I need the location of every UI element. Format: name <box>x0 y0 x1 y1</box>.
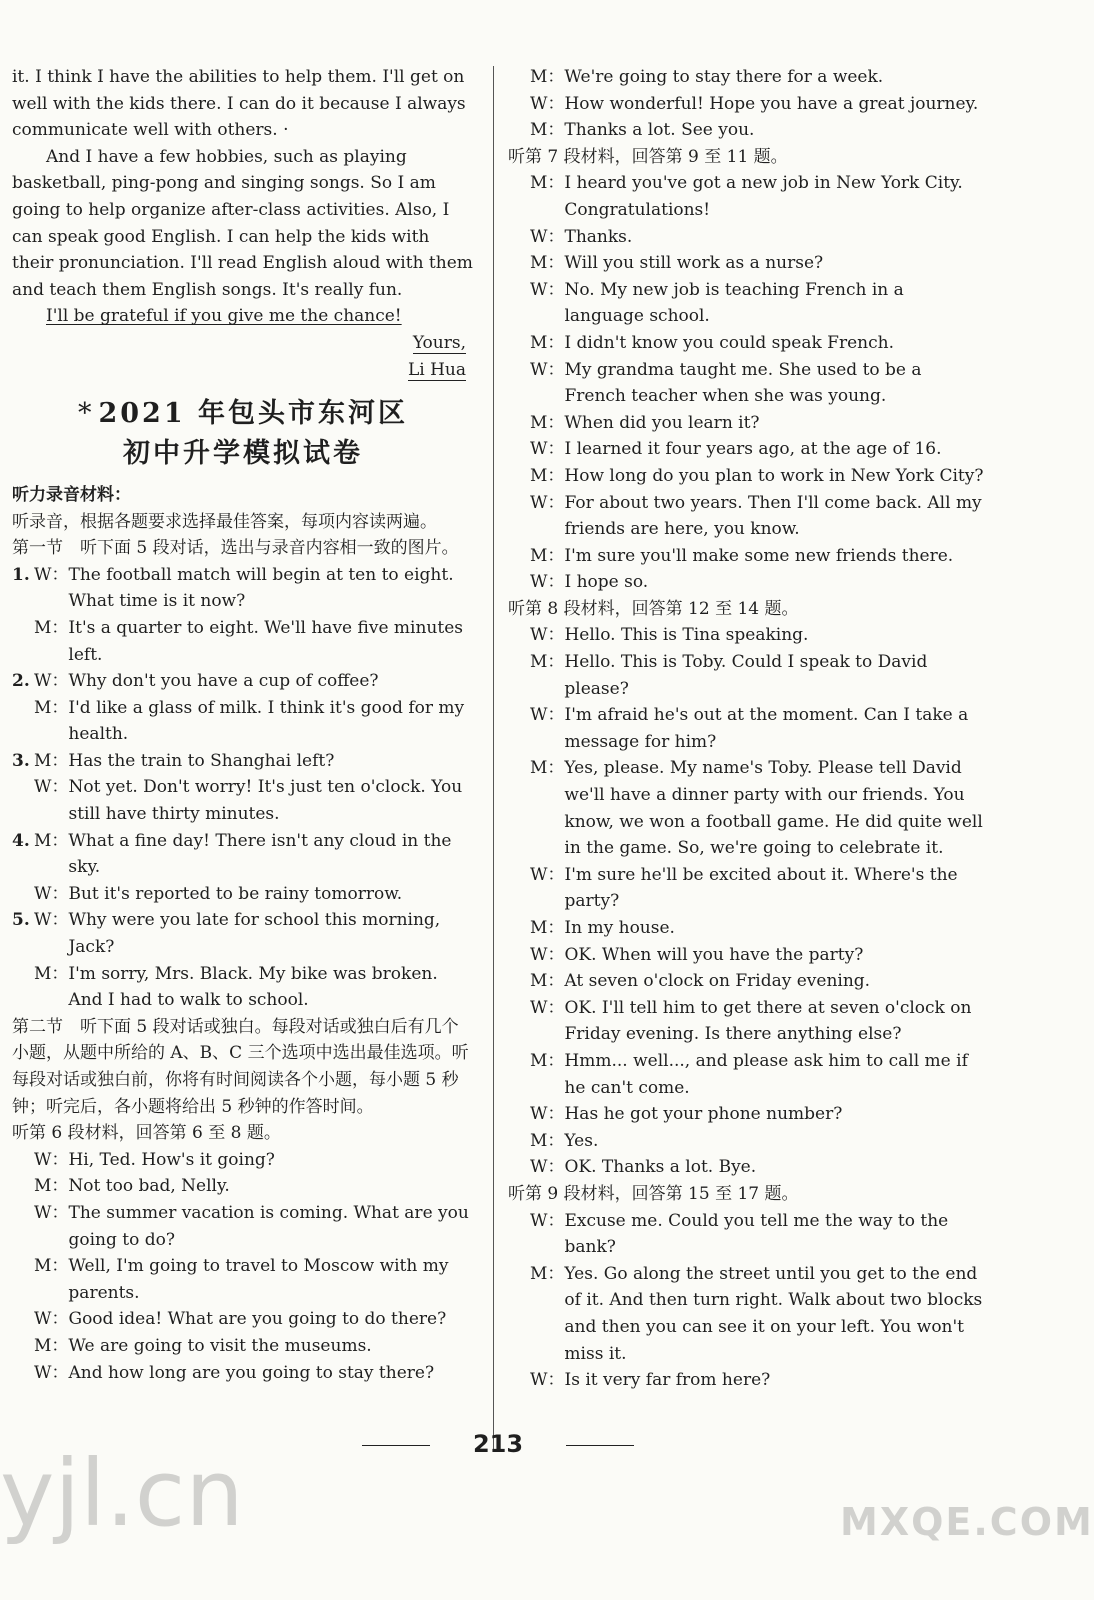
speaker-label: W： <box>530 279 565 300</box>
dialogue-line <box>530 1128 984 1155</box>
dialogue-text: I hope so. <box>564 572 649 593</box>
speaker-label: W： <box>34 883 69 904</box>
right-column <box>508 64 984 1394</box>
dialogue-text: Well, I'm going to travel to Moscow with my parents. <box>68 1256 449 1303</box>
column-divider <box>493 66 494 1451</box>
speaker-label: W： <box>34 671 69 692</box>
dialogue-text: Thanks a lot. See you. <box>564 120 755 141</box>
speaker-label: M： <box>530 971 565 992</box>
question-number: 4. <box>12 830 30 851</box>
speaker-label: W： <box>530 997 565 1018</box>
dialogue-line <box>530 702 984 755</box>
question-dialogue-line <box>12 774 474 827</box>
dialogue-line <box>34 1200 474 1253</box>
speaker-label: W： <box>530 705 565 726</box>
question-number: 2. <box>12 671 30 692</box>
dialogue-text: How long do you plan to work in New York City? <box>564 465 984 486</box>
speaker-label: W： <box>530 1157 565 1178</box>
passage7-heading: 听第 7 段材料，回答第 9 至 11 题。 <box>508 146 788 167</box>
dialogue-line <box>530 1208 984 1261</box>
dialogue-line <box>530 224 984 251</box>
question-dialogue-line <box>12 828 474 881</box>
speaker-label: W： <box>34 910 69 931</box>
dialogue-line <box>530 915 984 942</box>
question-dialogue-line <box>12 961 474 1014</box>
dialogue-line <box>34 1253 474 1306</box>
dialogue-text: I learned it four years ago, at the age of 16. <box>564 439 942 460</box>
passage6-dialogue-continued <box>508 64 984 144</box>
question-dialogue-line <box>12 881 474 908</box>
speaker-label: M： <box>34 1335 69 1356</box>
speaker-label: M： <box>34 830 69 851</box>
part1-dialogues <box>12 562 474 1014</box>
dialogue-text: I'm sorry, Mrs. Black. My bike was broken. And I had to walk to school. <box>68 963 438 1011</box>
dialogue-text: Thanks. <box>564 226 633 247</box>
speaker-label: M： <box>530 1130 565 1151</box>
question-dialogue-line <box>12 615 474 668</box>
dialogue-text: Excuse me. Could you tell me the way to the bank? <box>564 1210 949 1258</box>
left-column <box>12 64 474 1386</box>
dialogue-text: Hmm... well..., and please ask him to call me if he can't come. <box>564 1050 968 1098</box>
dialogue-text: My grandma taught me. She used to be a French teacher when she was young. <box>564 359 922 407</box>
dialogue-line <box>34 907 474 960</box>
dialogue-text: Yes. Go along the street until you get to the end of it. And then turn right. Walk about two blocks and then you can see it on your left. You won't miss it. <box>564 1263 983 1364</box>
dialogue-line <box>530 410 984 437</box>
speaker-label: M： <box>530 1050 565 1071</box>
dialogue-text: Not too bad, Nelly. <box>68 1176 230 1197</box>
speaker-label: M： <box>34 617 69 638</box>
dialogue-text: In my house. <box>564 918 675 938</box>
dialogue-text: Not yet. Don't worry! It's just ten o'clock. You still have thirty minutes. <box>68 777 463 825</box>
dialogue-line <box>530 490 984 543</box>
closing-line-text: I'll be grateful if you give me the chance! <box>46 306 402 327</box>
exam-title-line2: 初中升学模拟试卷 <box>123 437 363 469</box>
dialogue-text: Will you still work as a nurse? <box>564 253 824 274</box>
dialogue-line <box>34 1147 474 1174</box>
passage6-dialogue <box>12 1147 474 1386</box>
passage9-heading: 听第 9 段材料，回答第 15 至 17 题。 <box>508 1183 799 1204</box>
question-dialogue-line <box>12 668 474 695</box>
dialogue-line <box>530 543 984 570</box>
dialogue-line <box>530 622 984 649</box>
listening-instruction: 听录音，根据各题要求选择最佳答案，每项内容读两遍。 <box>12 511 437 532</box>
dialogue-text: When did you learn it? <box>564 412 760 433</box>
dialogue-line <box>530 569 984 596</box>
dialogue-text: Has he got your phone number? <box>564 1104 843 1125</box>
passage8-dialogue <box>508 622 984 1180</box>
dialogue-line <box>530 1367 984 1394</box>
speaker-label: W： <box>34 1362 69 1383</box>
watermark-left: yjl.cn <box>0 1440 244 1547</box>
dialogue-text: I heard you've got a new job in New York City. Congratulations! <box>564 173 963 220</box>
speaker-label: M： <box>34 697 69 718</box>
speaker-label: W： <box>530 226 565 247</box>
dialogue-text: I'm afraid he's out at the moment. Can I take a message for him? <box>564 705 969 752</box>
page-number: 213 <box>472 1430 524 1458</box>
dialogue-text: No. My new job is teaching French in a language school. <box>564 279 904 327</box>
speaker-label: M： <box>530 465 565 486</box>
speaker-label: M： <box>530 1263 565 1284</box>
speaker-label: W： <box>530 864 565 885</box>
dialogue-line <box>34 881 474 908</box>
dialogue-line <box>34 695 474 748</box>
speaker-label: W： <box>530 625 565 646</box>
speaker-label: M： <box>530 412 565 433</box>
speaker-label: W： <box>34 1202 69 1223</box>
dialogue-line <box>530 942 984 969</box>
speaker-label: W： <box>34 1309 69 1330</box>
dialogue-line <box>34 1306 474 1333</box>
star-icon: * <box>77 397 95 429</box>
dialogue-text: I'd like a glass of milk. I think it's good for my health. <box>68 697 465 745</box>
dialogue-text: I didn't know you could speak French. <box>564 332 894 353</box>
signoff-name-text: Li Hua <box>407 359 466 380</box>
speaker-label: M： <box>530 120 565 141</box>
dialogue-line <box>530 463 984 490</box>
dialogue-line <box>34 961 474 1014</box>
listening-section-heading: 听力录音材料： <box>12 484 131 505</box>
speaker-label: M： <box>530 545 565 566</box>
dialogue-line <box>530 117 984 144</box>
footer-rule-right <box>566 1445 634 1446</box>
dialogue-text: For about two years. Then I'll come back. All my friends are here, you know. <box>564 492 982 540</box>
dialogue-line <box>34 1333 474 1360</box>
dialogue-text: How wonderful! Hope you have a great journey. <box>564 93 979 114</box>
speaker-label: M： <box>530 253 565 274</box>
dialogue-text: Why were you late for school this morning, Jack? <box>68 910 441 958</box>
dialogue-line <box>34 774 474 827</box>
dialogue-line <box>530 862 984 915</box>
dialogue-line <box>530 277 984 330</box>
part1-heading: 第一节 听下面 5 段对话，选出与录音内容相一致的图片。 <box>12 538 459 559</box>
dialogue-text: Why don't you have a cup of coffee? <box>68 671 379 692</box>
passage9-dialogue <box>508 1208 984 1394</box>
question-number: 5. <box>12 910 30 931</box>
dialogue-text: Yes, please. My name's Toby. Please tell David we'll have a dinner party with our friends. You know, we won a football game. He did quite well in the game. So, we're going to celebrate it. <box>564 758 983 859</box>
dialogue-line <box>530 330 984 357</box>
speaker-label: W： <box>530 1370 565 1391</box>
question-number <box>12 695 34 748</box>
essay-closing-line <box>12 303 474 330</box>
question-number <box>12 774 34 827</box>
speaker-label: W： <box>34 1149 69 1170</box>
passage6-heading: 听第 6 段材料，回答第 6 至 8 题。 <box>12 1123 281 1144</box>
speaker-label: W： <box>530 1104 565 1125</box>
dialogue-line <box>34 615 474 668</box>
signoff-yours <box>12 330 474 357</box>
dialogue-line <box>530 1101 984 1128</box>
speaker-label: W： <box>530 944 565 965</box>
speaker-label: W： <box>530 572 565 593</box>
dialogue-line <box>530 1048 984 1101</box>
essay-opening-paragraph: it. I think I have the abilities to help them. I'll get on well with the kids there. I can do it because I always communicate well with others. · <box>12 67 466 141</box>
dialogue-line <box>34 668 474 695</box>
dialogue-text: And how long are you going to stay there? <box>68 1362 435 1383</box>
question-dialogue-line <box>12 695 474 748</box>
dialogue-line <box>34 562 474 615</box>
dialogue-text: I'm sure he'll be excited about it. Where's the party? <box>564 864 958 912</box>
speaker-label: W： <box>530 1210 565 1231</box>
dialogue-line <box>530 995 984 1048</box>
dialogue-text: Is it very far from here? <box>564 1370 771 1391</box>
exam-title <box>12 394 474 474</box>
dialogue-text: What a fine day! There isn't any cloud in the sky. <box>68 830 452 878</box>
exam-title-line1-text: 2021 年包头市东河区 <box>98 397 409 429</box>
speaker-label: M： <box>34 750 69 771</box>
speaker-label: M： <box>34 963 69 984</box>
dialogue-text: Hello. This is Toby. Could I speak to David please? <box>564 652 928 699</box>
speaker-label: M： <box>530 758 565 779</box>
watermark-right: MXQE.COM <box>840 1500 1094 1544</box>
speaker-label: M： <box>530 652 565 673</box>
dialogue-line <box>530 1154 984 1181</box>
speaker-label: M： <box>34 1176 69 1197</box>
dialogue-text: The summer vacation is coming. What are you going to do? <box>68 1202 469 1250</box>
dialogue-line <box>530 755 984 861</box>
question-number <box>12 615 34 668</box>
dialogue-text: At seven o'clock on Friday evening. <box>564 971 871 992</box>
question-number: 1. <box>12 564 30 585</box>
dialogue-text: Hello. This is Tina speaking. <box>564 625 809 646</box>
part2-heading: 第二节 听下面 5 段对话或独白。每段对话或独白后有几个小题，从题中所给的 A、B、C 三个选项中选出最佳选项。听每段对话或独白前，你将有时间阅读各个小题，每小题 5 秒钟；听完后，各小题将给出 5 秒钟的作答时间。 <box>12 1016 469 1117</box>
speaker-label: W： <box>530 93 565 114</box>
question-dialogue-line <box>12 562 474 615</box>
dialogue-text: OK. Thanks a lot. Bye. <box>564 1157 757 1178</box>
dialogue-line <box>34 748 474 775</box>
dialogue-text: OK. I'll tell him to get there at seven o'clock on Friday evening. Is there anything else? <box>564 997 972 1045</box>
speaker-label: M： <box>34 1256 69 1277</box>
dialogue-text: Good idea! What are you going to do there? <box>68 1309 447 1330</box>
question-number <box>12 881 34 908</box>
speaker-label: W： <box>530 439 565 460</box>
speaker-label: W： <box>530 492 565 513</box>
dialogue-text: I'm sure you'll make some new friends there. <box>564 545 954 566</box>
dialogue-line <box>530 968 984 995</box>
exam-title-line1 <box>12 394 474 434</box>
dialogue-line <box>530 436 984 463</box>
question-number <box>12 961 34 1014</box>
speaker-label: W： <box>34 777 69 798</box>
dialogue-line <box>530 1261 984 1367</box>
passage7-dialogue <box>508 170 984 596</box>
dialogue-line <box>530 357 984 410</box>
passage8-heading: 听第 8 段材料，回答第 12 至 14 题。 <box>508 598 799 619</box>
dialogue-line <box>530 649 984 702</box>
question-dialogue-line <box>12 907 474 960</box>
essay-hobbies-paragraph: And I have a few hobbies, such as playing basketball, ping-pong and singing songs. So I am going to help organize after-class activities. Also, I can speak good English. I can help the kids with their pronunciation. I'll read English aloud with them and teach them English songs. It's really fun. <box>12 146 473 300</box>
dialogue-line <box>530 170 984 223</box>
speaker-label: W： <box>34 564 69 585</box>
dialogue-line <box>34 1173 474 1200</box>
signoff-yours-text: Yours, <box>412 332 466 353</box>
speaker-label: M： <box>530 918 565 938</box>
dialogue-text: We are going to visit the museums. <box>68 1335 372 1356</box>
speaker-label: M： <box>530 332 565 353</box>
dialogue-text: OK. When will you have the party? <box>564 944 864 965</box>
dialogue-text: Hi, Ted. How's it going? <box>68 1149 275 1170</box>
dialogue-line <box>34 1360 474 1387</box>
speaker-label: W： <box>530 359 565 380</box>
dialogue-text: Has the train to Shanghai left? <box>68 750 335 771</box>
dialogue-text: The football match will begin at ten to eight. What time is it now? <box>68 564 454 612</box>
dialogue-line <box>530 91 984 118</box>
dialogue-text: We're going to stay there for a week. <box>564 67 884 87</box>
speaker-label: M： <box>530 67 565 87</box>
dialogue-line <box>34 828 474 881</box>
question-dialogue-line <box>12 748 474 775</box>
dialogue-line <box>530 250 984 277</box>
dialogue-text: It's a quarter to eight. We'll have five minutes left. <box>68 617 463 665</box>
question-number: 3. <box>12 750 30 771</box>
signoff-name <box>12 357 474 384</box>
speaker-label: M： <box>530 173 565 194</box>
dialogue-text: But it's reported to be rainy tomorrow. <box>68 883 403 904</box>
dialogue-line <box>530 64 984 91</box>
dialogue-text: Yes. <box>564 1130 599 1151</box>
